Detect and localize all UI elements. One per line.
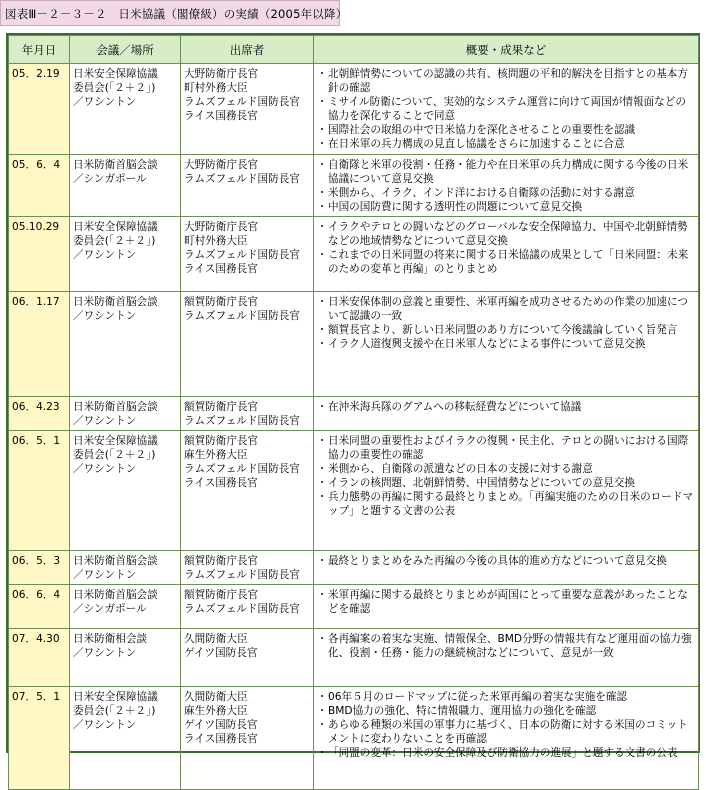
- bullet-marker: ・: [316, 705, 328, 717]
- meeting-line: 日米安全保障協議: [73, 221, 158, 233]
- summary-text: イランの核問題、北朝鮮情勢、中国情勢などについての意見交換: [328, 477, 636, 489]
- summary-text: 在沖米海兵隊のグアムへの移転経費などについて協議: [328, 401, 582, 413]
- meeting-line: 日米安全保障協議: [73, 435, 158, 447]
- attendee-line: 大野防衛庁長官: [184, 159, 259, 171]
- header-summary: 概要・成果など: [314, 36, 699, 64]
- attendee-line: ラムズフェルド国防長官: [184, 569, 300, 581]
- row-attendees: [181, 292, 314, 397]
- row-meeting: [70, 217, 181, 292]
- attendee-line: ライス国務長官: [184, 263, 258, 275]
- attendee-line: 麻生外務大臣: [184, 705, 248, 717]
- attendee-line: 額賀防衛庁長官: [184, 296, 259, 308]
- attendee-line: 大野防衛庁長官: [184, 221, 259, 233]
- attendee-line: ラムズフェルド国防長官: [184, 173, 300, 185]
- table-row: [9, 64, 699, 155]
- meeting-line: ／ワシントン: [73, 415, 137, 427]
- bullet-marker: ・: [316, 201, 328, 213]
- row-summary: [314, 217, 699, 292]
- bullet-marker: ・: [316, 324, 328, 336]
- attendee-line: 町村外務大臣: [184, 235, 248, 247]
- row-attendees: [181, 217, 314, 292]
- summary-item: [316, 704, 696, 718]
- bullet-marker: ・: [316, 747, 328, 759]
- summary-text: 日米安保体制の意義と重要性、米軍再編を成功させるための作業の加速について認識の一致: [328, 296, 688, 322]
- header-date: 年月日: [9, 36, 70, 64]
- row-meeting: [70, 64, 181, 155]
- row-summary: [314, 431, 699, 551]
- row-summary: [314, 64, 699, 155]
- table-row: [9, 397, 699, 431]
- attendee-line: ライス国務長官: [184, 110, 258, 122]
- attendee-line: 額賀防衛庁長官: [184, 589, 259, 601]
- bullet-marker: ・: [316, 435, 328, 447]
- attendee-line: ライス国務長官: [184, 477, 258, 489]
- summary-item: [316, 434, 696, 462]
- summary-text: 最終とりまとめをみた再編の今後の具体的進め方などについて意見交換: [328, 555, 667, 567]
- summary-text: イラク人道復興支援や在日米軍人などによる事件について意見交換: [328, 338, 646, 350]
- row-date: 06．5．1: [9, 431, 70, 551]
- row-meeting: [70, 292, 181, 397]
- summary-text: 日米同盟の重要性およびイラクの復興・民主化、テロとの闘いにおける国際協力の重要性の確認: [328, 435, 689, 461]
- attendee-line: 額賀防衛庁長官: [184, 435, 259, 447]
- row-attendees: [181, 64, 314, 155]
- summary-item: [316, 632, 696, 660]
- summary-text: これまでの日米同盟の将来に関する日米協議の成果として「日米同盟：未来のための変革と再編」のとりまとめ: [328, 249, 689, 275]
- summary-text: 在日米軍の兵力構成の見直し協議をさらに加速することに合意: [328, 138, 625, 150]
- row-meeting: [70, 585, 181, 629]
- summary-item: [316, 200, 696, 214]
- meeting-line: 日米安全保障協議: [73, 691, 158, 703]
- row-date: 06．6．4: [9, 585, 70, 629]
- row-date: 05．6．4: [9, 155, 70, 217]
- row-meeting: [70, 551, 181, 585]
- attendee-line: ゲイツ国防長官: [184, 719, 258, 731]
- summary-text: 米側から、自衛隊の派遣などの日本の支援に対する謝意: [328, 463, 593, 475]
- summary-item: [316, 248, 696, 276]
- summary-text: 自衛隊と米軍の役割・任務・能力や在日米軍の兵力構成に関する今後の日米協議について意見交換: [328, 159, 689, 185]
- bullet-marker: ・: [316, 633, 328, 645]
- summary-item: [316, 295, 696, 323]
- summary-item: [316, 95, 696, 123]
- attendee-line: ラムズフェルド国防長官: [184, 96, 300, 108]
- figure-title: 図表Ⅲ－２－３－２ 日米協議（閣僚級）の実績（2005年以降）: [5, 7, 348, 21]
- header-attendees: 出席者: [181, 36, 314, 64]
- bullet-marker: ・: [316, 555, 328, 567]
- meeting-line: ／ワシントン: [73, 96, 137, 108]
- summary-item: [316, 186, 696, 200]
- summary-text: 06年５月のロードマップに従った米軍再編の着実な実施を確認: [328, 691, 628, 703]
- meeting-line: 日米安全保障協議: [73, 68, 158, 80]
- bullet-marker: ・: [316, 187, 328, 199]
- summary-item: [316, 337, 696, 351]
- summary-text: 国際社会の取組の中で日米協力を深化させることの重要性を認識: [328, 124, 636, 136]
- row-summary: [314, 629, 699, 687]
- header-meeting: 会議／場所: [70, 36, 181, 64]
- meeting-line: 日米防衛首脳会談: [73, 589, 158, 601]
- summary-item: [316, 718, 696, 746]
- row-date: 07．5．1: [9, 687, 70, 790]
- row-attendees: [181, 431, 314, 551]
- attendee-line: ラムズフェルド国防長官: [184, 463, 300, 475]
- row-summary: [314, 397, 699, 431]
- attendee-line: 久間防衛大臣: [184, 633, 248, 645]
- summary-text: 北朝鮮情勢についての認識の共有、核問題の平和的解決を目指すとの基本方針の確認: [328, 68, 688, 94]
- table-row: [9, 431, 699, 551]
- summary-text: 額賀長官より、新しい日米同盟のあり方について今後議論していく旨発言: [328, 324, 678, 336]
- table-row: [9, 217, 699, 292]
- bullet-marker: ・: [316, 159, 328, 171]
- bullet-marker: ・: [316, 296, 328, 308]
- summary-item: [316, 220, 696, 248]
- meeting-line: 委員会(「２＋２」): [73, 705, 156, 717]
- table-body: [9, 64, 699, 790]
- row-meeting: [70, 687, 181, 790]
- attendee-line: ラムズフェルド国防長官: [184, 415, 300, 427]
- summary-item: [316, 490, 696, 518]
- row-date: 06．5．3: [9, 551, 70, 585]
- meeting-line: 委員会(「２＋２」): [73, 82, 156, 94]
- row-attendees: [181, 629, 314, 687]
- row-summary: [314, 551, 699, 585]
- row-summary: [314, 155, 699, 217]
- row-date: 06．4.23: [9, 397, 70, 431]
- attendee-line: 久間防衛大臣: [184, 691, 248, 703]
- row-meeting: [70, 397, 181, 431]
- bullet-marker: ・: [316, 401, 328, 413]
- meeting-line: ／シンガポール: [73, 173, 147, 185]
- bullet-marker: ・: [316, 68, 328, 80]
- summary-item: [316, 400, 696, 414]
- table-row: [9, 155, 699, 217]
- attendee-line: 麻生外務大臣: [184, 449, 248, 461]
- summary-text: 各再編案の着実な実施、情報保全、BMD分野の情報共有など運用面の協力強化、役割・任務・能力の継続検討などについて、意見が一致: [328, 633, 692, 659]
- attendee-line: ゲイツ国防長官: [184, 647, 258, 659]
- row-meeting: [70, 431, 181, 551]
- meeting-line: 日米防衛相会談: [73, 633, 148, 645]
- bullet-marker: ・: [316, 491, 328, 503]
- row-attendees: [181, 687, 314, 790]
- meeting-line: ／ワシントン: [73, 719, 137, 731]
- bullet-marker: ・: [316, 249, 328, 261]
- row-date: 07．4.30: [9, 629, 70, 687]
- row-attendees: [181, 551, 314, 585]
- meetings-table: [8, 35, 699, 790]
- meeting-line: ／ワシントン: [73, 569, 137, 581]
- bullet-marker: ・: [316, 96, 328, 108]
- summary-item: [316, 690, 696, 704]
- table-row: [9, 629, 699, 687]
- meeting-line: 委員会(「２＋２」): [73, 449, 156, 461]
- summary-text: あらゆる種類の米国の軍事力に基づく、日本の防衛に対する米国のコミットメントに変わりないことを再確認: [328, 719, 688, 745]
- bullet-marker: ・: [316, 221, 328, 233]
- attendee-line: 額賀防衛庁長官: [184, 555, 259, 567]
- table-row: [9, 551, 699, 585]
- summary-text: 米軍再編に関する最終とりまとめが両国にとって重要な意義があったことなどを確認: [328, 589, 688, 615]
- bullet-marker: ・: [316, 463, 328, 475]
- row-attendees: [181, 585, 314, 629]
- meeting-line: ／ワシントン: [73, 463, 137, 475]
- meeting-line: ／ワシントン: [73, 647, 137, 659]
- table-row: [9, 292, 699, 397]
- summary-item: [316, 67, 696, 95]
- summary-text: 米側から、イラク、インド洋における自衛隊の活動に対する謝意: [328, 187, 635, 199]
- bullet-marker: ・: [316, 589, 328, 601]
- attendee-line: 額賀防衛庁長官: [184, 401, 259, 413]
- meeting-line: ／シンガポール: [73, 603, 147, 615]
- row-date: 05.10.29: [9, 217, 70, 292]
- row-attendees: [181, 397, 314, 431]
- bullet-marker: ・: [316, 138, 328, 150]
- attendee-line: ライス国務長官: [184, 733, 258, 745]
- summary-item: [316, 323, 696, 337]
- bullet-marker: ・: [316, 477, 328, 489]
- attendee-line: ラムズフェルド国防長官: [184, 310, 300, 322]
- row-summary: [314, 585, 699, 629]
- row-attendees: [181, 155, 314, 217]
- table-row: [9, 585, 699, 629]
- meeting-line: ／ワシントン: [73, 249, 137, 261]
- summary-text: 「同盟の変革：日米の安全保障及び防衛協力の進展」と題する文書の公表: [328, 747, 678, 759]
- meeting-line: ／ワシントン: [73, 310, 137, 322]
- bullet-marker: ・: [316, 719, 328, 731]
- summary-item: [316, 123, 696, 137]
- header-row: [9, 36, 699, 64]
- meeting-line: 日米防衛首脳会談: [73, 401, 158, 413]
- summary-item: [316, 746, 696, 760]
- row-summary: [314, 292, 699, 397]
- attendee-line: 大野防衛庁長官: [184, 68, 259, 80]
- row-meeting: [70, 629, 181, 687]
- bullet-marker: ・: [316, 124, 328, 136]
- bullet-marker: ・: [316, 338, 328, 350]
- attendee-line: ラムズフェルド国防長官: [184, 603, 300, 615]
- summary-text: ミサイル防衛について、実効的なシステム運営に向けて両国が情報面などの協力を深化することで同意: [328, 96, 686, 122]
- summary-item: [316, 554, 696, 568]
- row-date: 05．2.19: [9, 64, 70, 155]
- summary-item: [316, 158, 696, 186]
- row-meeting: [70, 155, 181, 217]
- meeting-line: 日米防衛首脳会談: [73, 159, 158, 171]
- summary-text: 中国の国防費に関する透明性の問題について意見交換: [328, 201, 583, 213]
- attendee-line: 町村外務大臣: [184, 82, 248, 94]
- summary-item: [316, 137, 696, 151]
- bullet-marker: ・: [316, 691, 328, 703]
- attendee-line: ラムズフェルド国防長官: [184, 249, 300, 261]
- summary-text: BMD協力の強化、特に情報職力、運用協力の強化を確認: [328, 705, 597, 717]
- summary-item: [316, 588, 696, 616]
- table-row: [9, 687, 699, 790]
- meeting-line: 委員会(「２＋２」): [73, 235, 156, 247]
- row-date: 06．1.17: [9, 292, 70, 397]
- figure-title-bar: [0, 0, 348, 26]
- summary-text: イラクやテロとの闘いなどのグローバルな安全保障協力、中国や北朝鮮情勢などの地域情勢などについて意見交換: [328, 221, 688, 247]
- meeting-line: 日米防衛首脳会談: [73, 296, 158, 308]
- summary-item: [316, 476, 696, 490]
- summary-text: 兵力態勢の再編に関する最終とりまとめ。「再編実施のための日米のロードマップ」と題する文書の公表: [328, 491, 694, 517]
- meeting-line: 日米防衛首脳会談: [73, 555, 158, 567]
- summary-item: [316, 462, 696, 476]
- row-summary: [314, 687, 699, 790]
